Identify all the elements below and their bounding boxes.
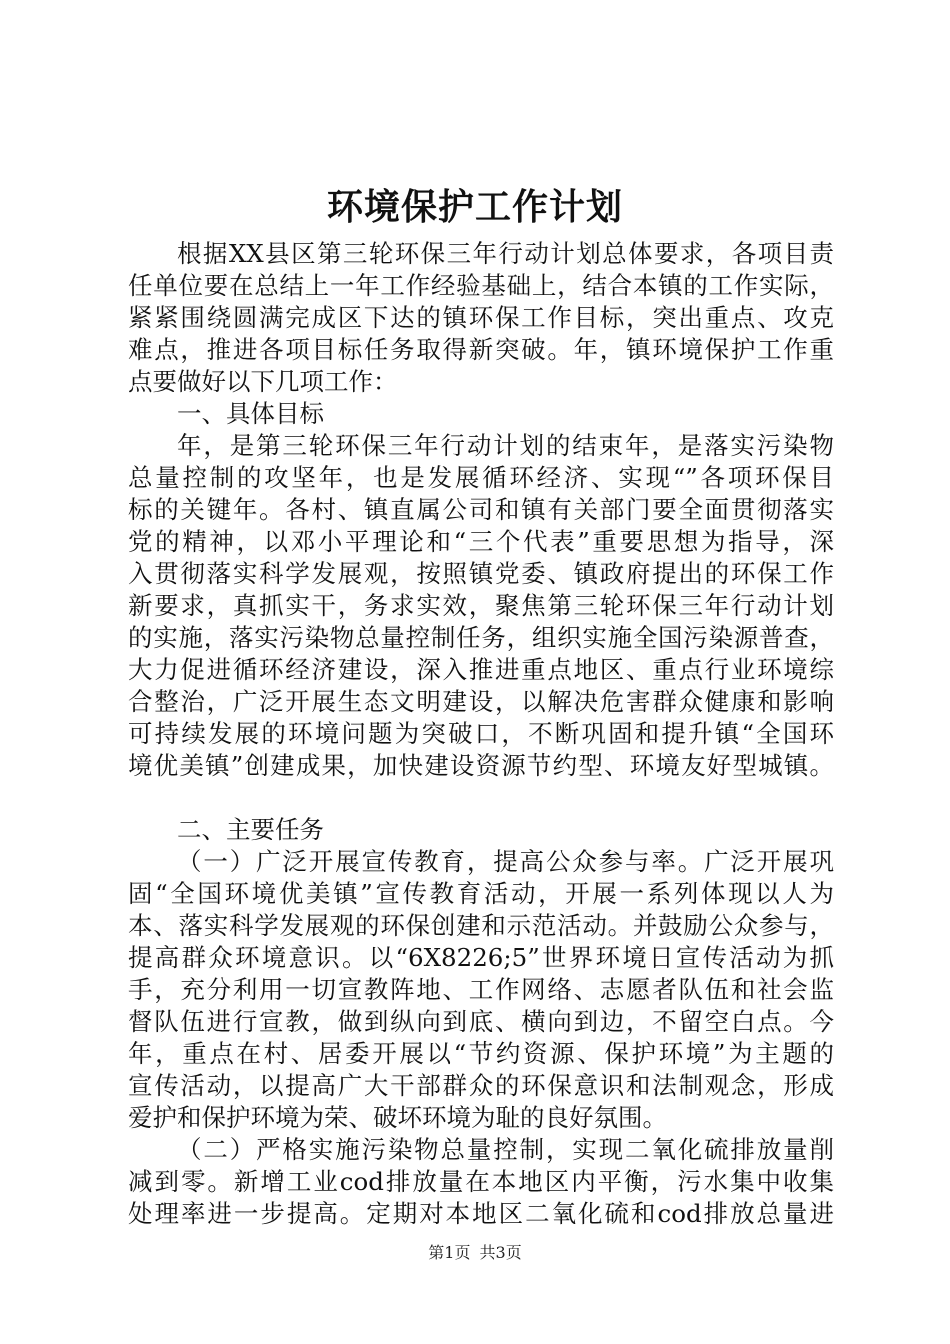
text-line: 新要求，真抓实干，务求实效，聚焦第三轮环保三年行动计划 <box>128 591 834 620</box>
text-line: 手，充分利用一切宣教阵地、工作网络、志愿者队伍和社会监 <box>128 975 834 1004</box>
text-line: 标的关键年。各村、镇直属公司和镇有关部门要全面贯彻落实 <box>128 495 834 524</box>
text-line: 固“全国环境优美镇”宣传教育活动，开展一系列体现以人为 <box>128 879 834 908</box>
text-line: 年，重点在村、居委开展以“节约资源、保护环境”为主题的 <box>128 1039 834 1068</box>
text-line: 处理率进一步提高。定期对本地区二氧化硫和cod排放总量进 <box>128 1199 834 1228</box>
text-line: 爱护和保护环境为荣、破坏环境为耻的良好氛围。 <box>128 1103 667 1132</box>
section-heading: 二、主要任务 <box>177 815 324 844</box>
text-line: 大力促进循环经济建设，深入推进重点地区、重点行业环境综 <box>128 655 834 684</box>
text-line: 根据XX县区第三轮环保三年行动计划总体要求，各项目责 <box>177 239 834 268</box>
text-line: 年，是第三轮环保三年行动计划的结束年，是落实污染物 <box>177 431 834 460</box>
text-line: 合整治，广泛开展生态文明建设，以解决危害群众健康和影响 <box>128 687 834 716</box>
text-line: 难点，推进各项目标任务取得新突破。年，镇环境保护工作重 <box>128 335 834 364</box>
text-line: 党的精神，以邓小平理论和“三个代表”重要思想为指导，深 <box>128 527 834 556</box>
section-heading: 一、具体目标 <box>177 399 324 428</box>
page-total: 共3页 <box>479 1243 522 1262</box>
text-line: 本、落实科学发展观的环保创建和示范活动。并鼓励公众参与， <box>128 911 834 940</box>
text-line: 可持续发展的环境问题为突破口，不断巩固和提升镇“全国环 <box>128 719 834 748</box>
page-title: 环境保护工作计划 <box>326 186 623 228</box>
text-line: 宣传活动，以提高广大干部群众的环保意识和法制观念，形成 <box>128 1071 834 1100</box>
page-number: 第1页 <box>428 1243 471 1262</box>
document-body <box>128 238 834 1230</box>
text-line: 督队伍进行宣教，做到纵向到底、横向到边，不留空白点。今 <box>128 1007 834 1036</box>
text-line: 总量控制的攻坚年，也是发展循环经济、实现“”各项环保目 <box>128 463 834 492</box>
text-line: 任单位要在总结上一年工作经验基础上，结合本镇的工作实际， <box>128 271 834 300</box>
text-line: 提高群众环境意识。以“6X8226;5”世界环境日宣传活动为抓 <box>128 943 834 972</box>
text-line: 点要做好以下几项工作： <box>128 367 398 396</box>
text-line: 境优美镇”创建成果，加快建设资源节约型、环境友好型城镇。 <box>128 751 834 780</box>
text-line: 减到零。新增工业cod排放量在本地区内平衡，污水集中收集 <box>128 1167 834 1196</box>
text-line: 入贯彻落实科学发展观，按照镇党委、镇政府提出的环保工作 <box>128 559 834 588</box>
text-line: （一）广泛开展宣传教育，提高公众参与率。广泛开展巩 <box>177 847 834 876</box>
text-line: 的实施，落实污染物总量控制任务，组织实施全国污染源普查， <box>128 623 834 652</box>
text-line: （二）严格实施污染物总量控制，实现二氧化硫排放量削 <box>177 1135 834 1164</box>
text-line: 紧紧围绕圆满完成区下达的镇环保工作目标，突出重点、攻克 <box>128 303 834 332</box>
blank-line <box>128 782 834 814</box>
page-footer <box>0 1242 950 1264</box>
